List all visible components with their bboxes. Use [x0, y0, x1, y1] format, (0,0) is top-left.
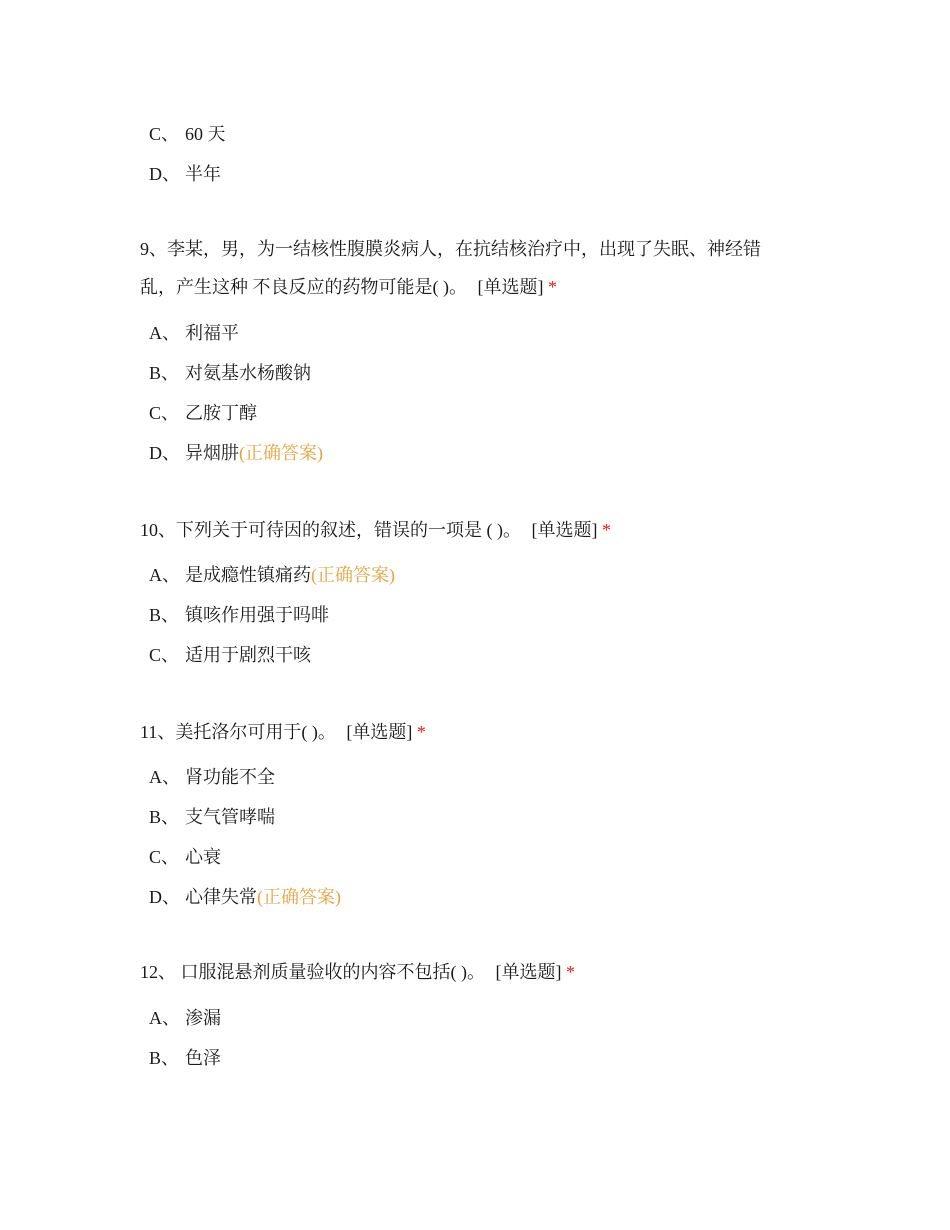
- option-a: [140, 757, 800, 797]
- option-c: [140, 114, 800, 154]
- option-c: [140, 837, 800, 877]
- option-d: [140, 877, 800, 917]
- question-title: [140, 953, 800, 991]
- option-letter: B、: [149, 605, 180, 625]
- question-11-options: [140, 757, 800, 917]
- question-title-line1: 9、李某，男，为一结核性腹膜炎病人，在抗结核治疗中，出现了失眠、神经错: [140, 239, 761, 259]
- question-10-options: [140, 555, 800, 675]
- option-text: 镇咳作用强于吗啡: [185, 605, 329, 625]
- required-asterisk: *: [416, 722, 426, 742]
- option-text: 乙胺丁醇: [185, 403, 257, 423]
- question-title-text: 10、下列关于可待因的叙述，错误的一项是 ( )。: [140, 520, 521, 540]
- question-type-tag: [单选题]: [531, 520, 598, 540]
- option-letter: B、: [149, 807, 180, 827]
- option-d: [140, 154, 800, 194]
- correct-answer-mark: (正确答案): [311, 565, 395, 585]
- question-12: [140, 953, 800, 991]
- option-a: [140, 313, 800, 353]
- option-text: 利福平: [185, 323, 239, 343]
- option-text: 适用于剧烈干咳: [185, 645, 311, 665]
- option-letter: D、: [149, 887, 180, 907]
- question-title: [140, 511, 800, 549]
- option-text: 对氨基水杨酸钠: [185, 363, 311, 383]
- prev-question-options: [140, 114, 800, 194]
- required-asterisk: *: [602, 520, 611, 540]
- option-letter: C、: [149, 403, 180, 423]
- option-text: 异烟肼: [185, 443, 239, 463]
- option-letter: B、: [149, 1048, 180, 1068]
- question-12-options: [140, 998, 800, 1078]
- option-d: [140, 433, 800, 473]
- question-title-text: 11、美托洛尔可用于( )。: [140, 722, 336, 742]
- option-letter: C、: [149, 124, 180, 144]
- question-11: [140, 713, 800, 751]
- option-b: [140, 1038, 800, 1078]
- option-letter: C、: [149, 847, 180, 867]
- question-type-tag: [单选题]: [346, 722, 413, 742]
- question-title-text: 12、 口服混悬剂质量验收的内容不包括( )。: [140, 962, 485, 982]
- question-type-tag: [单选题]: [495, 962, 562, 982]
- option-text: 肾功能不全: [185, 767, 275, 787]
- option-letter: A、: [149, 565, 180, 585]
- required-asterisk: *: [566, 962, 575, 982]
- correct-answer-mark: (正确答案): [257, 887, 341, 907]
- question-10: [140, 511, 800, 549]
- option-letter: A、: [149, 323, 180, 343]
- option-text: 支气管哮喘: [185, 807, 275, 827]
- option-letter: C、: [149, 645, 180, 665]
- option-text: 心衰: [185, 847, 221, 867]
- option-letter: D、: [149, 164, 180, 184]
- option-letter: D、: [149, 443, 180, 463]
- question-title-line2: 乱，产生这种 不良反应的药物可能是( )。: [140, 277, 467, 297]
- question-title: [140, 230, 800, 306]
- option-a: [140, 555, 800, 595]
- option-c: [140, 635, 800, 675]
- option-text: 渗漏: [185, 1008, 221, 1028]
- option-b: [140, 595, 800, 635]
- question-9: [140, 230, 800, 306]
- option-letter: A、: [149, 1008, 180, 1028]
- question-type-tag: [单选题]: [477, 277, 544, 297]
- correct-answer-mark: (正确答案): [239, 443, 323, 463]
- option-letter: A、: [149, 767, 180, 787]
- question-title: [140, 713, 800, 751]
- option-text: 心律失常: [185, 887, 257, 907]
- option-a: [140, 998, 800, 1038]
- required-asterisk: *: [548, 277, 557, 297]
- option-text: 色泽: [185, 1048, 221, 1068]
- option-text: 是成瘾性镇痛药: [185, 565, 311, 585]
- option-text: 60 天: [185, 124, 226, 144]
- option-c: [140, 393, 800, 433]
- option-text: 半年: [185, 164, 221, 184]
- question-9-options: [140, 313, 800, 473]
- option-letter: B、: [149, 363, 180, 383]
- option-b: [140, 797, 800, 837]
- option-b: [140, 353, 800, 393]
